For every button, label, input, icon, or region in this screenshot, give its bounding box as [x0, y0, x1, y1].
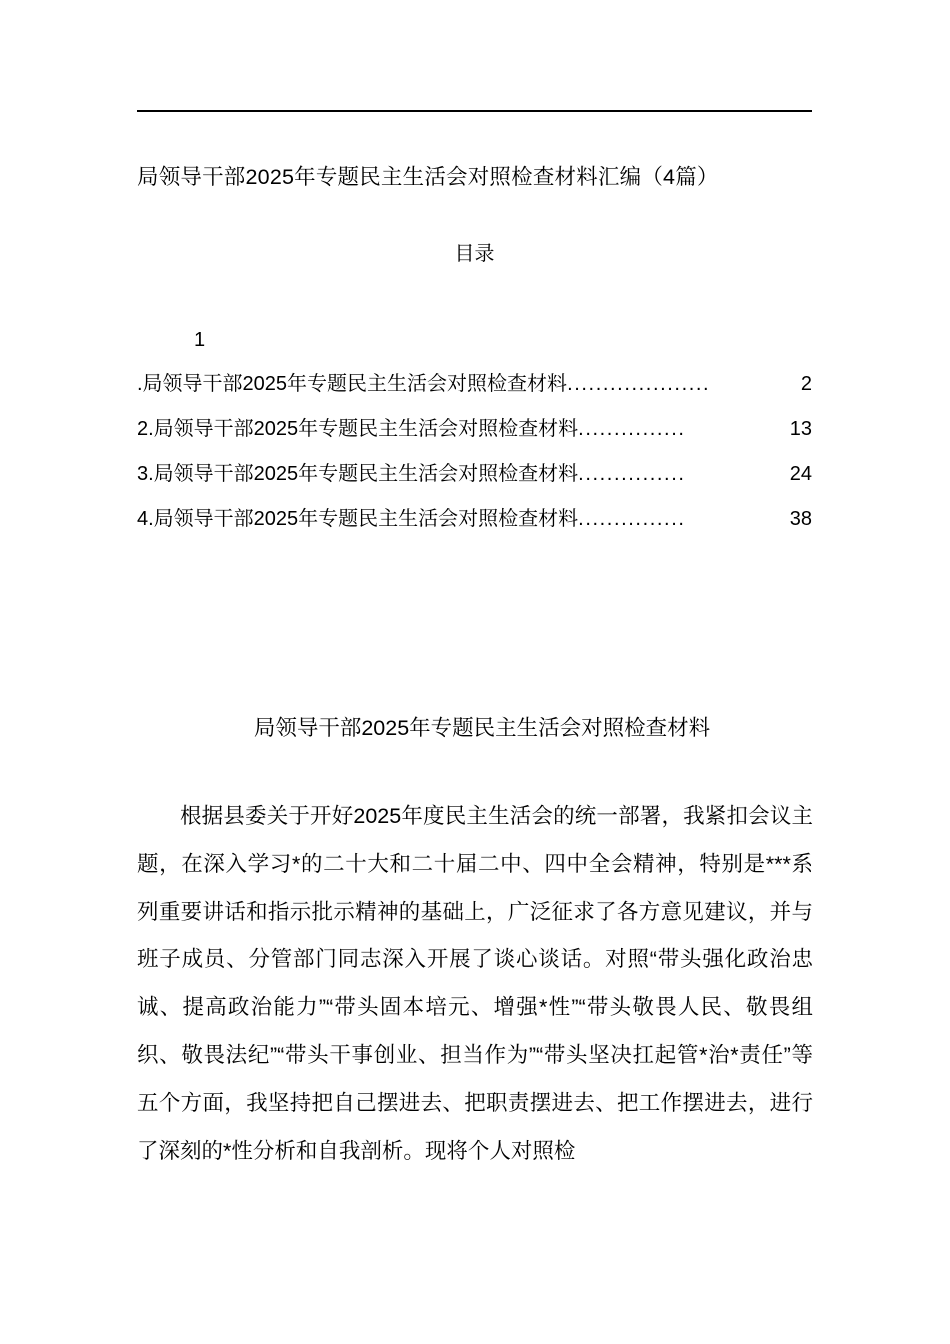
toc-entry-label: 4.局领导干部2025年专题民主生活会对照检查材料: [137, 508, 579, 530]
table-of-contents-heading: 目录: [454, 243, 495, 265]
toc-entry-4[interactable]: [137, 497, 812, 542]
table-of-contents: [137, 318, 812, 542]
section-heading: 局领导干部2025年专题民主生活会对照检查材料: [253, 716, 711, 740]
toc-entry-2[interactable]: [137, 407, 812, 452]
toc-entry-1-number: 1: [194, 329, 206, 351]
toc-dot-leader: ...............: [578, 508, 686, 530]
toc-entry-1[interactable]: [137, 362, 812, 407]
toc-page-number: 13: [789, 418, 812, 440]
toc-page-number: 2: [800, 373, 812, 395]
header-rule: [137, 110, 812, 112]
toc-dot-leader: ...............: [578, 418, 686, 440]
body-paragraph: 根据县委关于开好2025年度民主生活会的统一部署，我紧扣会议主题，在深入学习*的二十大和二十届二中、四中全会精神，特别是***系列重要讲话和指示批示精神的基础上，广泛征求了各方意见建议，并与班子成员、分管部门同志深入开展了谈心谈话。对照“带头强化政治忠诚、提高政治能力”“带头固本培元、增强*性”“带头敬畏人民、敬畏组织、敬畏法纪”“带头干事创业、担当作为”“带头坚决扛起管*治*责任”等五个方面，我坚持把自己摆进去、把职责摆进去、把工作摆进去，进行了深刻的*性分析和自我剖析。现将个人对照检: [137, 804, 813, 1163]
toc-entry-label: .局领导干部2025年专题民主生活会对照检查材料: [137, 373, 568, 395]
toc-dot-leader: ....................: [567, 373, 711, 395]
toc-page-number: 38: [789, 508, 812, 530]
document-title: 局领导干部2025年专题民主生活会对照检查材料汇编（4篇）: [137, 165, 719, 189]
toc-entry-label: 2.局领导干部2025年专题民主生活会对照检查材料: [137, 418, 579, 440]
toc-entry-3[interactable]: [137, 452, 812, 497]
toc-page-number: 24: [789, 463, 812, 485]
toc-dot-leader: ...............: [578, 463, 686, 485]
toc-entry-label: 3.局领导干部2025年专题民主生活会对照检查材料: [137, 463, 579, 485]
